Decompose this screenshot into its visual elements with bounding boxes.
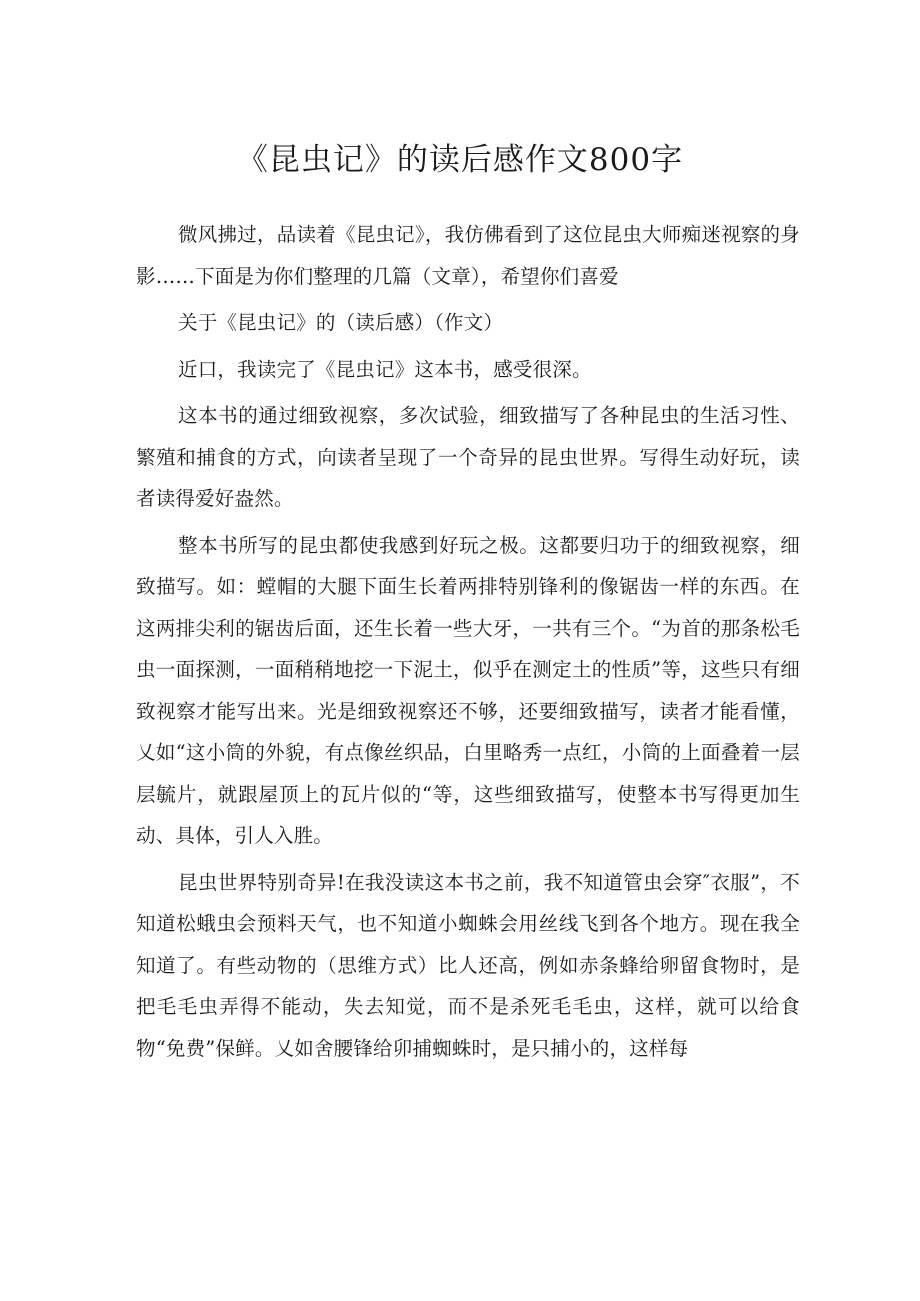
paragraph-section-heading: 关于《昆虫记》的（读后感）（作文） [178, 311, 504, 334]
paragraph-insect-world: 昆虫世界特别奇异!在我没读这本书之前，我不知道管虫会穿″衣服”，不知道松蛾虫会预料天气，也不知道小蜘蛛会用丝线飞到各个地方。现在我全知道了。有些动物的（思维方式）比人还高，例如赤条蜂给卵留食物时，是把毛毛虫弄得不能动，失去知觉，而不是杀死毛毛虫，这样，就可以给食物“免费”保鲜。乂如舍腰锋给卯捕蜘蛛时，是只捕小的，这样每 [136, 870, 800, 1060]
paragraph-intro: 微风拂过，品读着《昆虫记》，我仿佛看到了这位昆虫大师痴迷视察的身影……下面是为你们整理的几篇（文章），希望你们喜爱 [136, 223, 800, 288]
paragraph-book-overview: 这本书的通过细致视察，多次试验，细致描写了各种昆虫的生活习性、繁殖和捕食的方式，向读者呈现了一个奇异的昆虫世界。写得生动好玩，读者读得爱好盎然。 [136, 404, 800, 510]
document-title: 《昆虫记》的读后感作文800字 [236, 142, 684, 178]
paragraph-opening: 近口，我读完了《昆虫记》这本书，感受很深。 [178, 357, 592, 381]
document-body [136, 214, 800, 1074]
paragraph-observation: 整本书所写的昆虫都使我感到好玩之极。这都要归功于的细致视察，细致描写。如：螳帽的大腿下面生长着两排特别锋利的像锯齿一样的东西。在这两排尖利的锯齿后面，还生长着一些大牙，一共有三个。“为首的那条松毛虫一面探测，一面稍稍地挖一下泥土，似乎在测定土的性质”等，这些只有细致视察才能写出来。光是细致视察还不够，还要细致描写，读者才能看懂，乂如“这小筒的外貌，有点像丝织品，白里略秀一点红，小筒的上面叠着一层层毓片，就跟屋顶上的瓦片似的“等，这些细致描写，使整本书写得更加生动、具体，引人入胜。 [136, 533, 800, 847]
